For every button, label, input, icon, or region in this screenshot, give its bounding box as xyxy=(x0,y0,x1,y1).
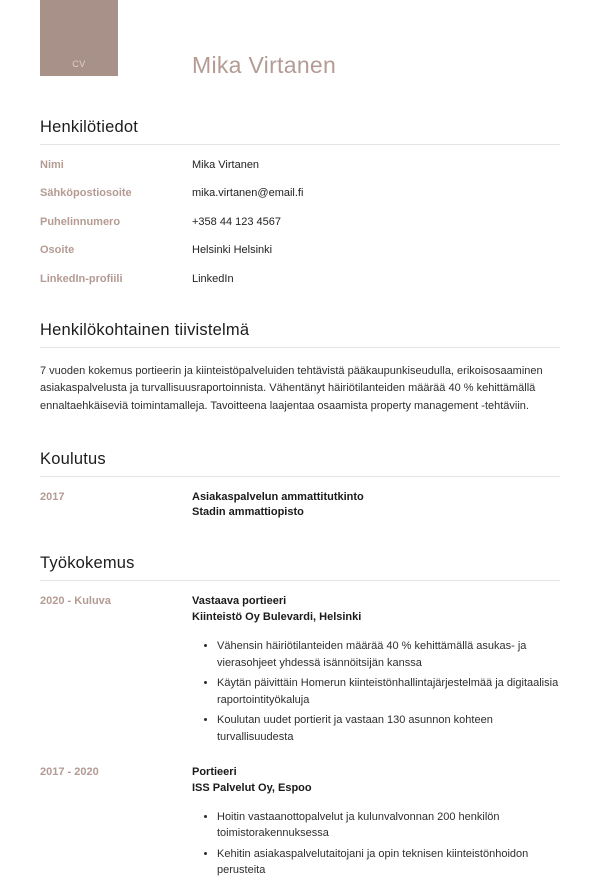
entry-company: Kiinteistö Oy Bulevardi, Helsinki xyxy=(192,610,362,623)
section-title-personal: Henkilötiedot xyxy=(40,118,138,136)
bullet-item: • Koulutan uudet portierit ja vastaan 130 asunnon kohteen turvallisuudesta xyxy=(217,712,560,745)
summary-paragraph: 7 vuoden kokemus portieerin ja kiinteistöpalveluiden tehtävistä pääkaupunkiseudulla, erikoisosaaminen asiakaspalvelusta ja turvallisuusraportoinnista. Vähentänyt häiriötilanteiden määrää 40 % kehittämällä ennaltaehkäiseviä toimintamalleja. Tavoitteena laajentaa osaamista property management -tehtäviin. xyxy=(40,364,543,413)
bullet-item: • Kehitin asiakaspalvelutaitojani ja opin teknisen kiinteistönhoidon perusteita xyxy=(217,846,560,879)
entry-period: 2020 - Kuluva xyxy=(40,595,111,608)
section-divider xyxy=(40,476,560,477)
section-divider xyxy=(40,580,560,581)
info-label: Sähköpostiosoite xyxy=(40,187,132,200)
bullet-item: • Hoitin vastaanottopalvelut ja kulunvalvonnan 200 henkilön toimistorakennuksessa xyxy=(217,809,560,842)
info-value: mika.virtanen@email.fi xyxy=(192,187,304,200)
bullet-list xyxy=(192,638,560,745)
entry-school: Stadin ammattiopisto xyxy=(192,506,304,519)
section-divider xyxy=(40,347,560,348)
entry-period: 2017 xyxy=(40,490,65,503)
entry-body xyxy=(192,490,560,521)
linkedin-link: LinkedIn xyxy=(192,272,234,285)
info-value: Helsinki Helsinki xyxy=(192,244,273,257)
info-label: LinkedIn-profiili xyxy=(40,272,123,285)
section-divider xyxy=(40,144,560,145)
section-title-education: Koulutus xyxy=(40,449,106,468)
section-summary xyxy=(40,321,560,416)
info-label: Puhelinnumero xyxy=(40,215,121,228)
header xyxy=(40,0,560,76)
section-experience xyxy=(40,554,560,883)
page-title: Mika Virtanen xyxy=(192,52,337,78)
info-label: Osoite xyxy=(40,244,75,257)
section-personal-info xyxy=(40,118,560,287)
education-entry xyxy=(40,490,560,521)
info-row-phone xyxy=(40,215,560,230)
section-title-experience: Työkokemus xyxy=(40,554,135,573)
entry-company: ISS Palvelut Oy, Espoo xyxy=(192,781,312,794)
section-title-summary: Henkilökohtainen tiivistelmä xyxy=(40,320,250,339)
cv-badge xyxy=(40,0,118,76)
info-row-address xyxy=(40,243,560,258)
entry-period: 2017 - 2020 xyxy=(40,766,99,779)
bullet-list xyxy=(192,809,560,879)
experience-entry xyxy=(40,594,560,749)
section-education xyxy=(40,450,560,521)
cv-badge-label: CV xyxy=(72,59,86,69)
info-value: Mika Virtanen xyxy=(192,158,260,171)
bullet-item: • Käytän päivittäin Homerun kiinteistönhallintajärjestelmää ja digitaalisia raportointityökaluja xyxy=(217,675,560,708)
info-row-linkedin xyxy=(40,272,560,287)
info-row-email xyxy=(40,186,560,201)
experience-entry xyxy=(40,765,560,883)
entry-role: Portieeri xyxy=(192,766,237,779)
info-row-name xyxy=(40,158,560,173)
entry-body xyxy=(192,594,560,749)
info-value: +358 44 123 4567 xyxy=(192,215,282,228)
entry-body xyxy=(192,765,560,883)
bullet-item: • Vähensin häiriötilanteiden määrää 40 % kehittämällä asukas- ja vierasohjeet yhdessä isännöitsijän kanssa xyxy=(217,638,560,671)
entry-role: Vastaava portieeri xyxy=(192,595,287,608)
entry-degree: Asiakaspalvelun ammattitutkinto xyxy=(192,490,364,503)
info-label: Nimi xyxy=(40,158,64,171)
